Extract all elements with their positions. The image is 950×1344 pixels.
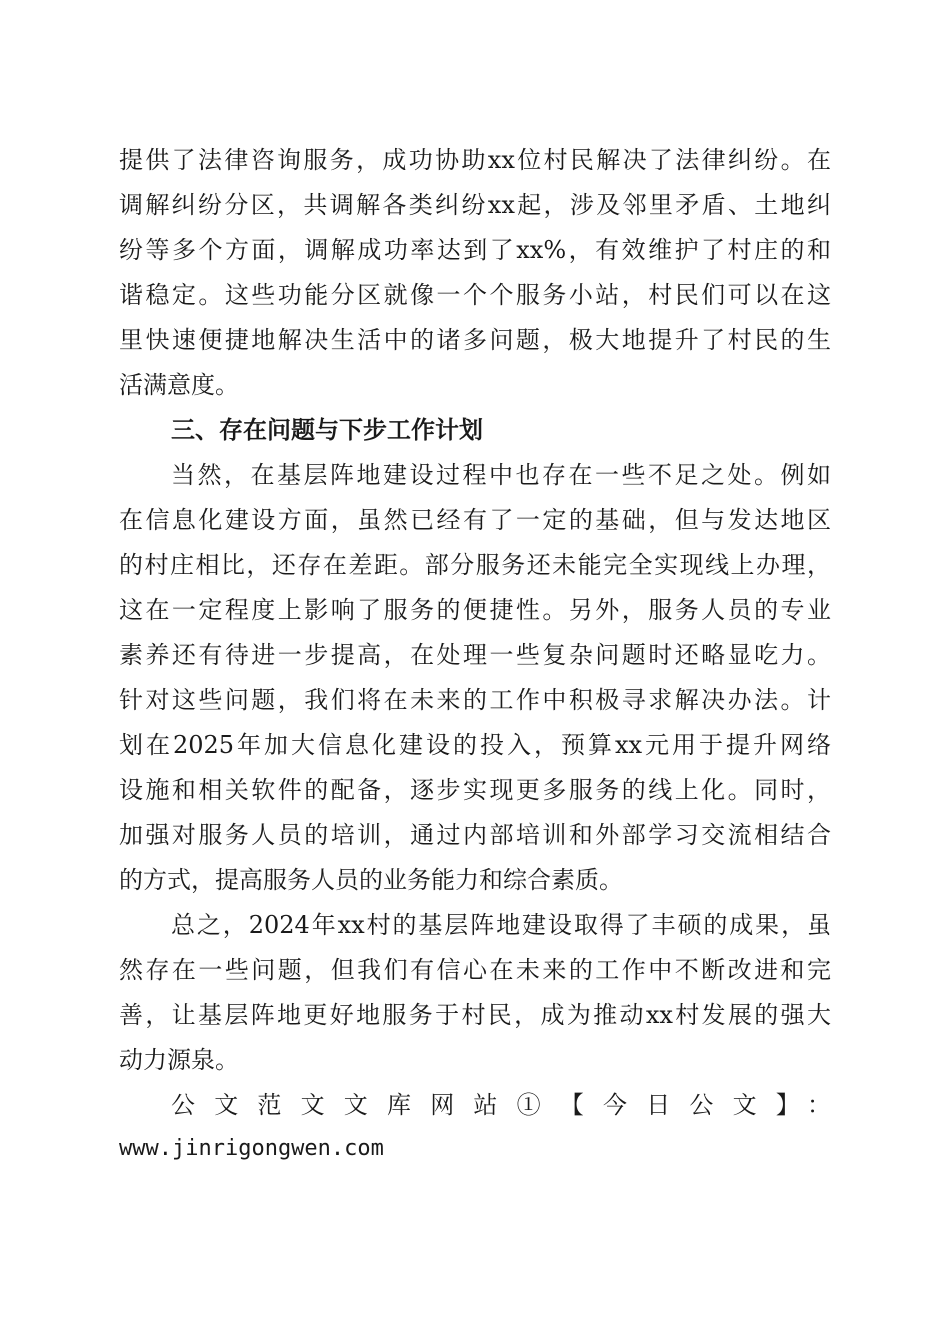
footer-url-link[interactable]: www.jinrigongwen.com (119, 1136, 384, 1161)
footer-site-label: 公文范文文库网站①【今日公文】： (171, 1091, 831, 1119)
section-heading: 三、存在问题与下步工作计划 (171, 416, 483, 444)
paragraph-2-line: 加强对服务人员的培训，通过内部培训和外部学习交流相结合 (119, 821, 831, 849)
paragraph-1-line: 提供了法律咨询服务，成功协助xx位村民解决了法律纠纷。在 (119, 146, 831, 174)
paragraph-1-line: 调解纠纷分区，共调解各类纠纷xx起，涉及邻里矛盾、土地纠 (119, 191, 831, 219)
paragraph-3-line: 善，让基层阵地更好地服务于村民，成为推动xx村发展的强大 (119, 1001, 831, 1029)
paragraph-3-line: 动力源泉。 (119, 1046, 239, 1074)
paragraph-2-line: 针对这些问题，我们将在未来的工作中积极寻求解决办法。计 (119, 686, 831, 714)
paragraph-2-line: 素养还有待进一步提高，在处理一些复杂问题时还略显吃力。 (119, 641, 831, 669)
paragraph-3-line: 然存在一些问题，但我们有信心在未来的工作中不断改进和完 (119, 956, 831, 984)
paragraph-2-line: 当然，在基层阵地建设过程中也存在一些不足之处。例如 (171, 461, 831, 489)
paragraph-2-line: 这在一定程度上影响了服务的便捷性。另外，服务人员的专业 (119, 596, 831, 624)
paragraph-2-line: 的村庄相比，还存在差距。部分服务还未能完全实现线上办理， (119, 551, 831, 579)
paragraph-2-line: 划在2025年加大信息化建设的投入，预算xx元用于提升网络 (119, 731, 831, 759)
paragraph-3-line: 总之，2024年xx村的基层阵地建设取得了丰硕的成果，虽 (171, 911, 831, 939)
paragraph-2-line: 设施和相关软件的配备，逐步实现更多服务的线上化。同时， (119, 776, 831, 804)
paragraph-1-line: 里快速便捷地解决生活中的诸多问题，极大地提升了村民的生 (119, 326, 831, 354)
paragraph-1-line: 纷等多个方面，调解成功率达到了xx%，有效维护了村庄的和 (119, 236, 831, 264)
paragraph-1-line: 谐稳定。这些功能分区就像一个个服务小站，村民们可以在这 (119, 281, 831, 309)
paragraph-2-line: 的方式，提高服务人员的业务能力和综合素质。 (119, 866, 623, 894)
paragraph-1-line: 活满意度。 (119, 371, 239, 399)
paragraph-2-line: 在信息化建设方面，虽然已经有了一定的基础，但与发达地区 (119, 506, 831, 534)
